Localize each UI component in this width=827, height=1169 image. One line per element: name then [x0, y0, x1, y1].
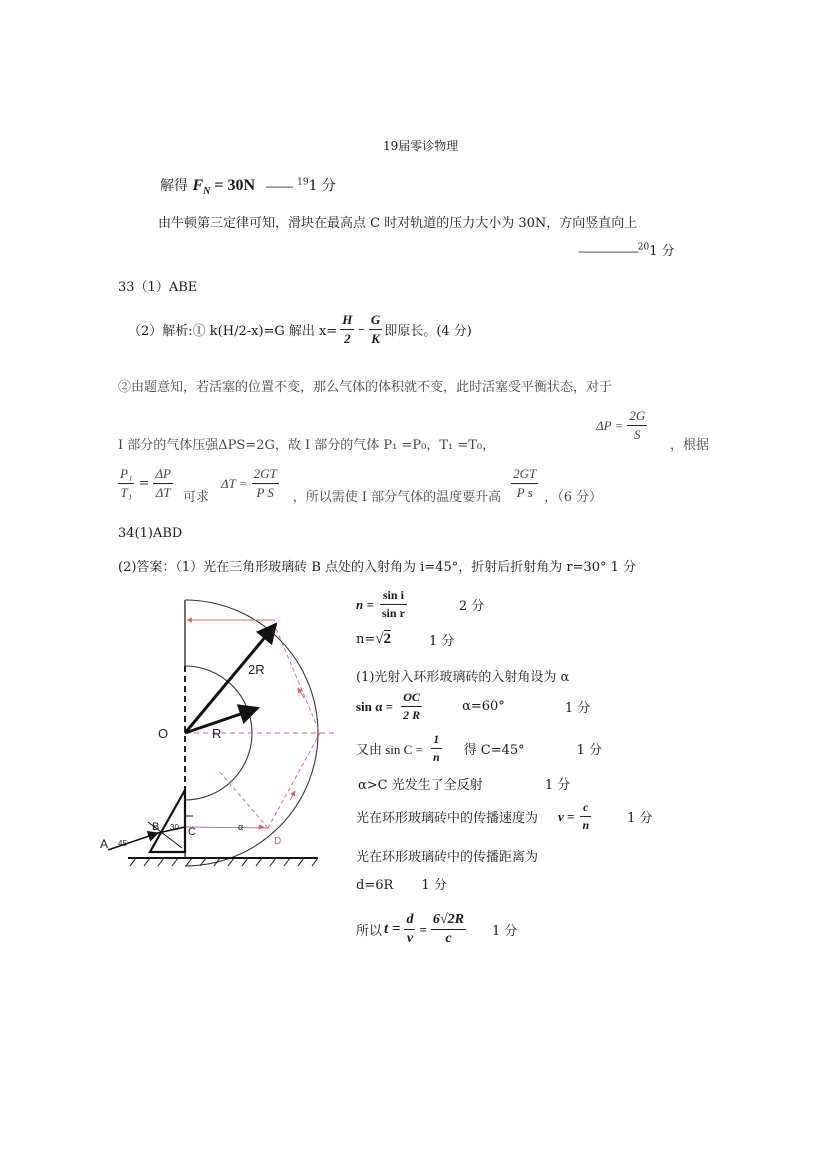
label-b: B — [152, 821, 160, 833]
q33-part2-line — [128, 312, 472, 347]
ray-arrow-upper — [298, 688, 304, 698]
score: ，（6 分） — [544, 490, 603, 505]
fraction-1-over-n: $\frac{1}{n}$ — [432, 732, 440, 764]
fraction-2g-over-s: $\frac{2G}{S}$ — [629, 408, 646, 442]
solve-text: 可求 — [182, 490, 209, 505]
score: 1 分 — [491, 924, 518, 939]
q34-part1-answer: 34(1)ABD — [118, 526, 183, 541]
statement: d=6R — [356, 878, 394, 893]
ray-c-to-d — [185, 827, 268, 828]
lhs: t = — [384, 921, 401, 937]
score: 1 分 — [649, 244, 675, 259]
conclusion-text: ，所以需使 Ⅰ 部分气体的温度要升高 — [292, 490, 502, 505]
fraction-c-over-n: $\frac{c}{n}$ — [582, 800, 590, 832]
text-prefix: （2）解析:① k(H/2-x)=G 解出 x= — [128, 324, 338, 339]
label-alpha: α — [238, 822, 244, 832]
minus-sign: – — [358, 322, 365, 337]
fraction-dp-over-dt: $\frac{\Delta P}{\Delta T}$ — [155, 466, 171, 500]
formula-n-sin — [356, 588, 484, 621]
lhs: v = — [558, 808, 575, 824]
fraction-2gt-over-ps: $\frac{2GT}{\text{P S}}$ — [253, 466, 277, 500]
distance-value-line — [356, 874, 447, 893]
pressure-text: Ⅰ 部分的气体压强ΔPS=2G，故 Ⅰ 部分的气体 P₁ =P₀，T₁ =T₀， — [118, 438, 496, 453]
label-a: A — [100, 837, 109, 851]
label-r: R — [212, 726, 222, 741]
delta-p-lhs: ΔP = — [596, 417, 624, 433]
total-reflection-line — [358, 774, 570, 793]
score: 1 分 — [429, 634, 455, 649]
subscript-n: N — [203, 185, 211, 197]
statement: α>C 光发生了全反射 — [358, 778, 483, 793]
q34-part2-intro: (2)答案：（1）光在三角形玻璃砖 B 点处的入射角为 i=45°，折射后折射角为 r=30° 1 分 — [118, 560, 637, 575]
formula-sin-alpha — [356, 690, 590, 723]
speed-line — [356, 800, 653, 833]
formula-sin-c — [356, 732, 602, 765]
label-angle-30: 30 — [170, 823, 179, 832]
score: 1 分 — [421, 878, 447, 893]
equals-sign: = — [419, 921, 427, 937]
fraction-d-over-v: $\frac{d}{v}$ — [406, 912, 414, 946]
score-line-20 — [578, 240, 675, 259]
incident-angle-line: (1)光射入环形玻璃砖的入射角设为 α — [356, 670, 570, 685]
optics-diagram — [98, 590, 338, 880]
step-mark: 20 — [637, 242, 650, 253]
formula-n-value — [356, 630, 454, 649]
lhs: sin α = — [356, 698, 394, 714]
lhs: 又由 sin C = — [356, 742, 423, 757]
dashes: ---------------------- — [578, 245, 638, 258]
newton-third-law-line: 由牛顿第三定律可知，滑块在最高点 C 时对轨道的压力大小为 30N，方向竖直向上 — [158, 216, 638, 231]
q33-analysis-line: ②由题意知，若活塞的位置不变，那么气体的体积就不变，此时活塞受平衡状态，对于 — [118, 380, 613, 395]
fraction-h-over-2: $\frac{H}{2}$ — [342, 312, 353, 346]
label-c: C — [188, 826, 196, 838]
result: 得 C=45° — [463, 743, 525, 758]
ground-hatch — [130, 858, 318, 866]
ray-to-center — [218, 770, 268, 828]
delta-p-formula — [596, 408, 647, 443]
result-fn-line — [160, 175, 336, 197]
text-suffix: 即原长。(4 分) — [384, 324, 472, 339]
fraction-6root2r-over-c: $\frac{6√2R}{c}$ — [432, 912, 464, 946]
q33-part1-answer: 33（1）ABE — [118, 280, 198, 295]
ray-arrow-lower — [290, 791, 295, 800]
fraction-g-over-k: $\frac{G}{K}$ — [370, 312, 381, 346]
lhs: n= — [356, 632, 376, 647]
statement: 光在环形玻璃砖中的传播速度为 — [356, 811, 539, 826]
score: 1 分 — [544, 778, 571, 793]
q33-pressure-suffix: ，根据 — [670, 438, 710, 453]
prefix: 所以 — [356, 924, 383, 939]
time-formula-line — [356, 912, 517, 947]
dashes: ---------- — [265, 180, 293, 193]
result: α=60° — [462, 699, 505, 714]
label-d: D — [274, 836, 282, 847]
sqrt-value: √2 — [375, 631, 391, 647]
page-title: 19届零诊物理 — [383, 139, 459, 153]
step-mark: 19 — [297, 177, 309, 188]
fraction-sini-over-sinr: $\frac{\text{sin i}}{\text{sin r}}$ — [381, 588, 405, 620]
fraction-p1-over-t1: $\frac{\text{P₁}}{\text{T₁}}$ — [120, 466, 133, 500]
score: 1 分 — [564, 701, 591, 716]
label-o: O — [158, 726, 169, 741]
label-angle-45: 45 — [118, 839, 127, 848]
symbol-f: F — [192, 177, 204, 194]
radicand: 2 — [383, 631, 391, 647]
text-prefix: 解得 — [160, 178, 188, 194]
label-2r: 2R — [248, 662, 265, 677]
equals-sign: = — [138, 476, 150, 491]
score: 2 分 — [458, 599, 485, 614]
score: 1 分 — [308, 178, 336, 194]
score: 1 分 — [627, 811, 653, 826]
equation-value: = 30N — [210, 177, 256, 194]
score: 1 分 — [576, 743, 603, 758]
fraction-result: $\frac{2GT}{\text{P s}}$ — [513, 466, 537, 500]
q33-pressure-line — [118, 434, 495, 453]
fraction-oc-over-2r: $\frac{OC}{2 R}$ — [403, 690, 421, 722]
q33-temperature-line — [118, 462, 602, 505]
incident-ray — [108, 833, 158, 850]
distance-intro-line: 光在环形玻璃砖中的传播距离为 — [356, 850, 539, 865]
delta-t-lhs: ΔT = — [220, 475, 248, 491]
lhs: n = — [356, 596, 374, 612]
